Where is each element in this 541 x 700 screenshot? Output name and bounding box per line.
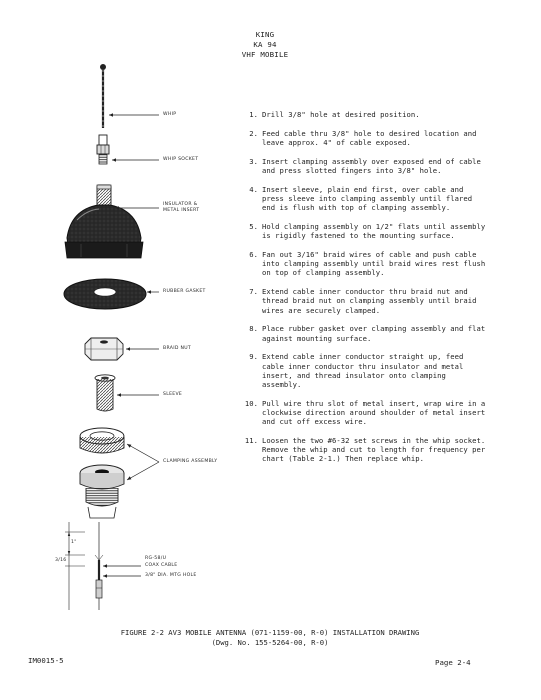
- step-text: Insert sleeve, plain end first, over cable and press sleeve into clamping assembly until flared end is flush with top of clamping assembly.: [262, 184, 473, 213]
- step-3: [238, 157, 488, 175]
- antenna-exploded-drawing: [55, 60, 230, 620]
- callout-whip: WHIP: [163, 112, 177, 117]
- step-number: 2.: [249, 128, 258, 138]
- callout-insulator-line2: METAL INSERT: [163, 208, 200, 213]
- document-code: IM0015-5: [28, 656, 64, 665]
- step-number: 8.: [249, 324, 258, 334]
- figure-caption-title: FIGURE 2-2 AV3 MOBILE ANTENNA (071-1159-00, R-0) INSTALLATION DRAWING: [120, 628, 420, 637]
- step-7: [238, 287, 488, 315]
- header-brand: KING: [255, 30, 275, 39]
- callout-clamping-assembly: CLAMPING ASSEMBLY: [163, 459, 218, 464]
- dimension-label-inch: 1": [71, 540, 77, 545]
- sleeve-leader: [117, 393, 159, 396]
- step-text: Drill 3/8" hole at desired position.: [262, 110, 420, 119]
- step-number: 3.: [249, 156, 258, 166]
- dimension-label-braid: 3/16: [55, 558, 67, 563]
- header-type: VHF MOBILE: [241, 50, 289, 59]
- callout-insulator-line1: INSULATOR &: [163, 202, 198, 207]
- callout-coax-line2: COAX CABLE: [145, 563, 178, 568]
- dimension-lines: [65, 522, 85, 610]
- braid-nut-part: [85, 338, 123, 360]
- step-number: 11.: [244, 436, 258, 446]
- clamping-assembly-part: [80, 428, 124, 518]
- step-number: 5.: [249, 222, 258, 231]
- step-number: 1.: [249, 110, 258, 119]
- step-5: [238, 222, 488, 240]
- step-text: Pull wire thru slot of metal insert, wrap wire in a clockwise direction around shoulder of metal insert and cut off excess wire.: [262, 398, 486, 427]
- callout-sleeve: SLEEVE: [163, 392, 183, 397]
- step-number: 10.: [244, 398, 258, 408]
- installation-steps: [238, 110, 488, 473]
- step-text: Loosen the two #6-32 set screws in the whip socket. Remove the whip and cut to length for frequency per chart (Table 2-1.) Then replace whip.: [262, 436, 486, 464]
- clamping-assembly-leader: [127, 444, 159, 480]
- coax-cable-part: [95, 522, 103, 610]
- step-number: 9.: [249, 352, 258, 362]
- step-number: 7.: [249, 287, 258, 297]
- step-6: [238, 250, 488, 278]
- rubber-gasket-part: [64, 279, 146, 309]
- callout-rubber-gasket: RUBBER GASKET: [163, 289, 206, 294]
- whip-socket-leader: [112, 158, 159, 161]
- step-1: [238, 110, 488, 119]
- sleeve-part: [95, 375, 115, 411]
- step-4: [238, 185, 488, 213]
- drawing-svg: [55, 60, 230, 620]
- step-text: Feed cable thru 3/8" hole to desired location and leave approx. 4" of cable exposed.: [262, 128, 477, 147]
- page-number: Page 2-4: [435, 658, 471, 667]
- step-text: Fan out 3/16" braid wires of cable and push cable into clamping assembly until braid wires rest flush on top of clamping assembly.: [262, 250, 486, 278]
- callout-coax-line1: RG-58/U: [145, 556, 167, 561]
- callout-braid-nut: BRAID NUT: [163, 346, 191, 351]
- step-number: 6.: [249, 250, 258, 259]
- header-model: KA 94: [253, 40, 277, 49]
- insulator-part: [65, 185, 143, 258]
- braid-nut-leader: [126, 347, 159, 350]
- callout-whip-socket: WHIP SOCKET: [163, 157, 199, 162]
- figure-caption-drawing-number: (Dwg. No. 155-5264-00, R-0): [211, 638, 329, 647]
- figure-caption: [60, 628, 480, 648]
- step-text: Hold clamping assembly on 1/2" flats until assembly is rigidly fastened to the mounting surface.: [262, 222, 486, 241]
- callout-mounting-hole: 3/8" DIA. MTG HOLE: [145, 573, 197, 578]
- step-text: Insert clamping assembly over exposed end of cable and press slotted fingers into 3/8" hole.: [262, 156, 481, 175]
- step-9: [238, 352, 488, 389]
- step-10: [238, 399, 488, 427]
- step-text: Place rubber gasket over clamping assembly and flat against mounting surface.: [262, 324, 486, 343]
- step-text: Extend cable inner conductor thru braid nut and thread braid nut on clamping assembly until braid wires are securely clamped.: [262, 287, 477, 315]
- rubber-gasket-leader: [147, 290, 159, 293]
- hole-leader: [103, 574, 141, 577]
- whip-leader: [109, 113, 159, 116]
- step-8: [238, 324, 488, 342]
- whip-part: [100, 64, 106, 128]
- document-header: [200, 30, 330, 60]
- coax-leader: [103, 564, 141, 567]
- step-text: Extend cable inner conductor straight up, feed cable inner conductor thru insulator and metal insert, and thread insulator onto clamping assembly.: [262, 352, 464, 390]
- step-11: [238, 436, 488, 464]
- step-number: 4.: [249, 184, 258, 194]
- step-2: [238, 129, 488, 147]
- whip-socket-part: [97, 135, 109, 164]
